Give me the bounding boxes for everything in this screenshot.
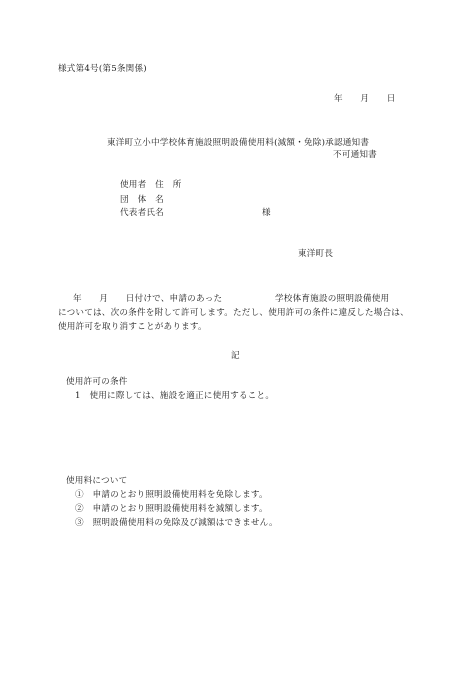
body-line-2: については、次の条件を附して許可します。ただし、使用許可の条件に違反した場合は、 [58, 308, 409, 318]
applicant-honorific: 様 [262, 208, 271, 218]
issuer-name: 東洋町長 [298, 249, 334, 259]
applicant-rep-label: 代表者氏名 [120, 208, 164, 218]
fee-option-2: ② 申請のとおり照明設備使用料を減額します。 [75, 504, 268, 514]
condition-item-1: 1 使用に際しては、施設を適正に使用すること。 [75, 391, 275, 401]
applicant-address-label: 使用者 住 所 [120, 180, 182, 190]
conditions-heading: 使用許可の条件 [66, 377, 128, 387]
body-line-1: 年 月 日付けで、申請のあった 学校体育施設の照明設備使用 [73, 294, 390, 304]
fee-heading: 使用料について [66, 476, 128, 486]
form-number: 様式第4号(第5条関係) [58, 64, 147, 74]
fee-option-3: ③ 照明設備使用料の免除及び減額はできません。 [75, 518, 278, 528]
document-title: 東洋町立小中学校体育施設照明設備使用料(減額・免除)承認通知書 [107, 138, 370, 148]
ki-heading: 記 [231, 351, 240, 361]
date-line: 年 月 日 [334, 94, 396, 104]
applicant-group-label: 団 体 名 [120, 195, 164, 205]
body-line-3: 使用許可を取り消すことがあります。 [58, 322, 207, 332]
document-title-alt: 不可通知書 [333, 150, 377, 160]
fee-option-1: ① 申請のとおり照明設備使用料を免除します。 [75, 490, 268, 500]
